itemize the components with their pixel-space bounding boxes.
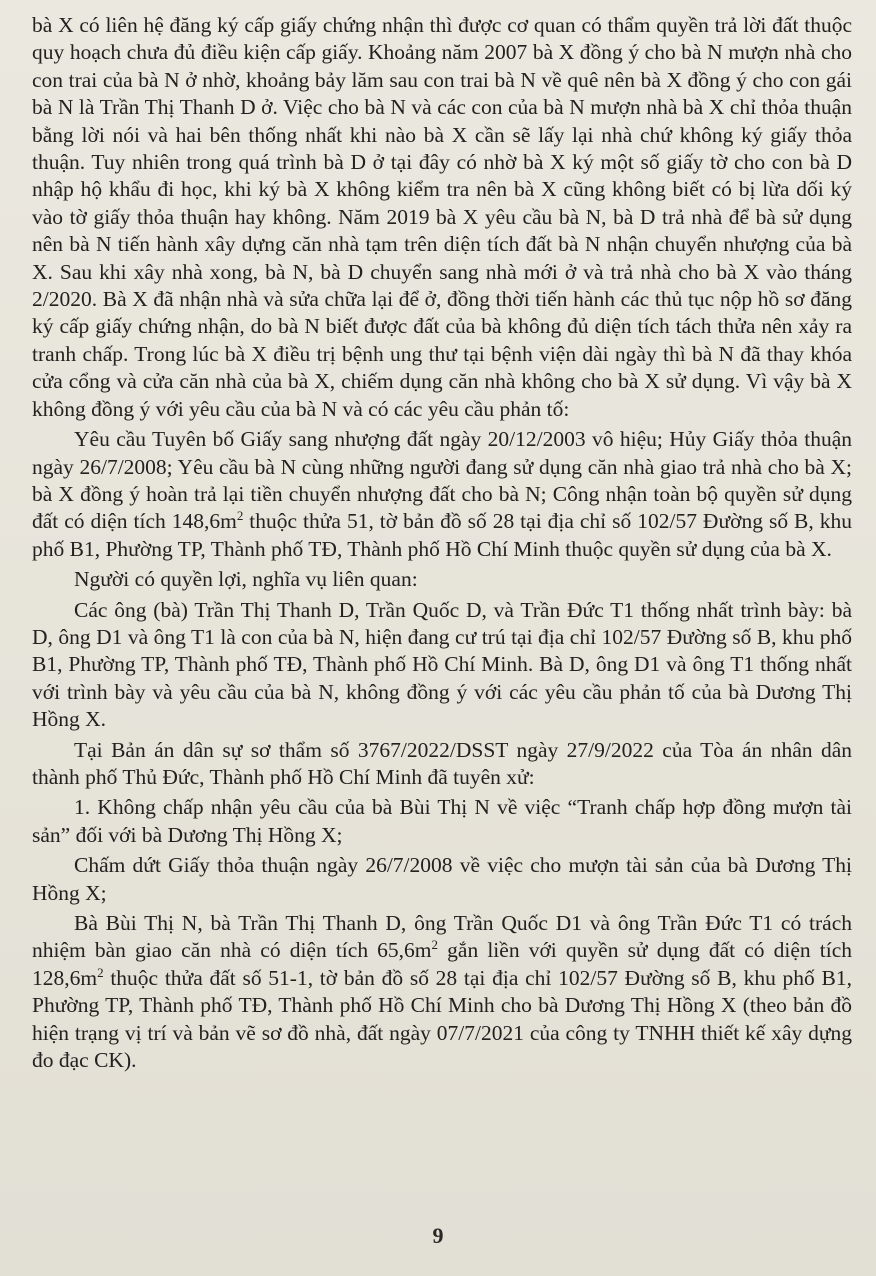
superscript-2: 2 bbox=[97, 964, 104, 980]
page-number: 9 bbox=[432, 1223, 444, 1248]
paragraph-related-parties-heading: Người có quyền lợi, nghĩa vụ liên quan: bbox=[74, 567, 418, 592]
paragraph-first-instance-judgment: Tại Bản án dân sự sơ thẩm số 3767/2022/DSST ngày 27/9/2022 của Tòa án nhân dân thành phố Thủ Đức, Thành phố Hồ Chí Minh đã tuyên xử: bbox=[32, 737, 852, 789]
counterclaim-text-part-2: thuộc thửa 51, tờ bản đồ số 28 tại địa chỉ số 102/57 Đường số B, khu phố B1, Phường TP, Thành phố TĐ, Thành phố Hồ Chí Minh thuộc quyền sử dụng của bà X. bbox=[32, 509, 852, 561]
counterclaim-text-part-1: Yêu cầu Tuyên bố Giấy sang nhượng đất ngày 20/12/2003 vô hiệu; Hủy Giấy thỏa thuận ngày 26/7/2008; Yêu cầu bà N cùng những người đang sử dụng căn nhà giao trả nhà cho bà X; bà X đồng ý hoàn trả lại tiền chuyển nhượng đất cho bà N; Công nhận toàn bộ quyền sử dụng đất có diện tích 148,6m bbox=[32, 427, 852, 534]
paragraph-ruling-handover bbox=[32, 910, 852, 1074]
paragraph-counterclaim-requests bbox=[32, 426, 852, 563]
paragraph-ruling-item-1: 1. Không chấp nhận yêu cầu của bà Bùi Thị N về việc “Tranh chấp hợp đồng mượn tài sản” đối với bà Dương Thị Hồng X; bbox=[32, 795, 852, 847]
paragraph-counterclaim-background: bà X có liên hệ đăng ký cấp giấy chứng nhận thì được cơ quan có thẩm quyền trả lời đất thuộc quy hoạch chưa đủ điều kiện cấp giấy. Khoảng năm 2007 bà X đồng ý cho bà N mượn nhà cho con trai của bà N ở nhờ, khoảng bảy lăm sau con trai bà N về quê nên bà X đồng ý cho con gái bà N là Trần Thị Thanh D ở. Việc cho bà N và các con của bà N mượn nhà bà X chỉ thỏa thuận bằng lời nói và hai bên thống nhất khi nào bà X cần sẽ lấy lại nhà chứ không ký giấy thỏa thuận. Tuy nhiên trong quá trình bà D ở tại đây có nhờ bà X ký một số giấy tờ cho con bà D nhập hộ khẩu đi học, khi ký bà X không kiểm tra nên bà X cũng không biết có bị lừa dối ký vào tờ giấy thỏa thuận hay không. Năm 2019 bà X yêu cầu bà N, bà D trả nhà để bà sử dụng nên bà N tiến hành xây dựng căn nhà tạm trên diện tích đất bà N nhận chuyển nhượng của bà X. Sau khi xây nhà xong, bà N, bà D chuyển sang nhà mới ở và trả nhà cho bà X vào tháng 2/2020. Bà X đã nhận nhà và sửa chữa lại để ở, đồng thời tiến hành các thủ tục nộp hồ sơ đăng ký cấp giấy chứng nhận, do bà N biết được đất của bà không đủ diện tích tách thửa nên xảy ra tranh chấp. Trong lúc bà X điều trị bệnh ung thư tại bệnh viện dài ngày thì bà N đã thay khóa cửa cổng và cửa căn nhà của bà X, chiếm dụng căn nhà không cho bà X sử dụng. Vì vậy bà X không đồng ý với yêu cầu của bà N và có các yêu cầu phản tố: bbox=[32, 13, 852, 421]
paragraph-ruling-terminate-agreement: Chấm dứt Giấy thỏa thuận ngày 26/7/2008 về việc cho mượn tài sản của bà Dương Thị Hồng X; bbox=[32, 853, 852, 905]
paragraph-related-parties-statement: Các ông (bà) Trần Thị Thanh D, Trần Quốc D, và Trần Đức T1 thống nhất trình bày: bà D, ông D1 và ông T1 là con của bà N, hiện đang cư trú tại địa chỉ 102/57 Đường số B, khu phố B1, Phường TP, Thành phố TĐ, Thành phố Hồ Chí Minh. Bà D, ông D1 và ông T1 thống nhất với trình bày và yêu cầu của bà N, không đồng ý với các yêu cầu phản tố của bà Dương Thị Hồng X. bbox=[32, 597, 852, 732]
superscript-2: 2 bbox=[431, 937, 439, 953]
handover-text-part-3: thuộc thửa đất số 51-1, tờ bản đồ số 28 tại địa chỉ 102/57 Đường số B, khu phố B1, Phường TP, Thành phố TĐ, Thành phố Hồ Chí Minh cho bà Dương Thị Hồng X (theo bản đồ hiện trạng vị trí và bản vẽ sơ đồ nhà, đất ngày 07/7/2021 của công ty TNHH thiết kế xây dựng đo đạc CK). bbox=[32, 965, 852, 1073]
handover-text-part-2: gắn liền với quyền sử dụng đất có diện tích 128,6m bbox=[32, 938, 852, 990]
superscript-2: 2 bbox=[236, 508, 244, 524]
handover-text-part-1: Bà Bùi Thị N, bà Trần Thị Thanh D, ông Trần Quốc D1 và ông Trần Đức T1 có trách nhiệm bàn giao căn nhà có diện tích 65,6m bbox=[32, 911, 852, 963]
